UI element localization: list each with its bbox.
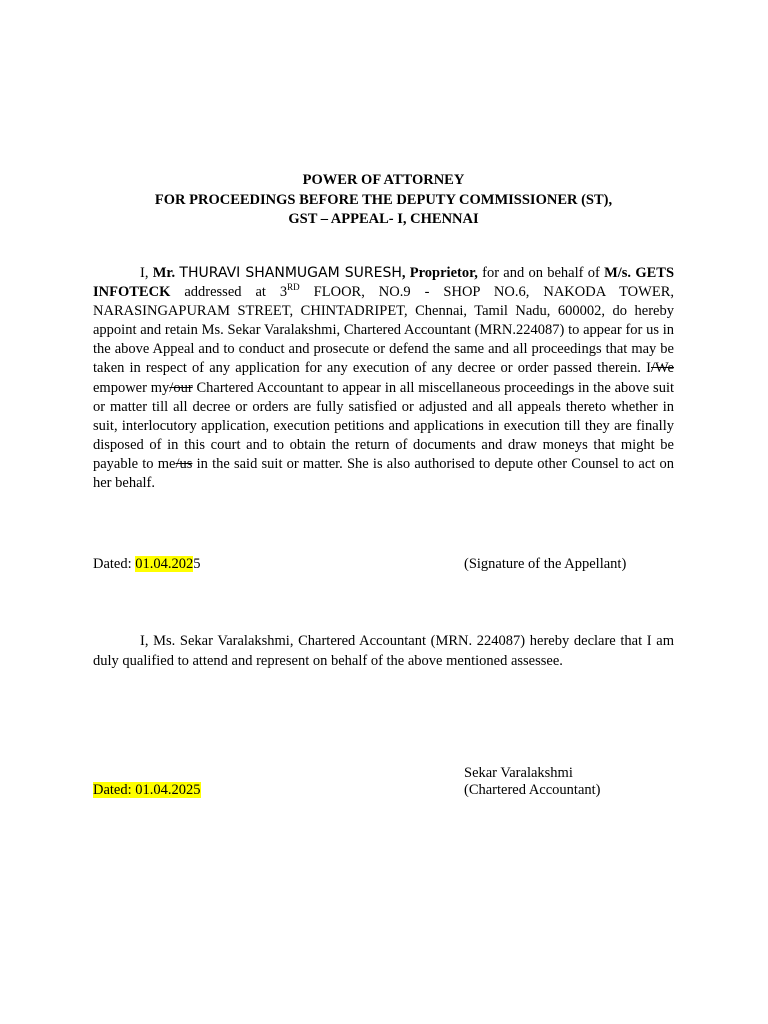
document-subtitle: FOR PROCEEDINGS BEFORE THE DEPUTY COMMISSIONER (ST), [154, 192, 613, 208]
dated-line-1 [93, 555, 201, 573]
address-part-1: addressed at 3 [184, 284, 288, 301]
signatory-designation: (Chartered Accountant) [464, 782, 601, 798]
firm-name: M/s. GETS INFOTECK [93, 265, 675, 301]
authorization-paragraph [93, 264, 674, 493]
dated-label: Dated: [93, 556, 132, 572]
text-middle: Chartered Accountant to appear in all miscellaneous proceedings in the above suit or matter till all decree or orders are fully satisfied or adjusted and all appeals thereto whether in suit, interlocutory application, execution petitions and applications in execution till they are finally disposed of in this court and to obtain the return of documents and draw moneys that might be payable to me [93, 379, 675, 472]
dated-date-highlighted: 01.04.202 [135, 556, 194, 572]
text-i: I, [140, 265, 149, 281]
appellant-role: , Proprietor, [401, 265, 478, 281]
address-part-2: FLOOR, NO.9 - SHOP NO.6, NAKODA TOWER, NARASINGAPURAM STREET, CHINTADRIPET, Chennai, Tamil Nadu, 600002, do hereby appoint and retain Ms. Sekar Varalakshmi, Chartered Accountant (MRN.224087) to appear for us in the above Appeal and to conduct and prosecute or defend the same and all proceedings that may be taken in respect of any application for any execution of any decree or order passed therein. I [93, 284, 674, 377]
struck-us: /us [175, 455, 193, 472]
struck-our: /our [169, 379, 193, 396]
appellant-signature-label: (Signature of the Appellant) [464, 556, 627, 572]
document-subtitle-2: GST – APPEAL- I, CHENNAI [288, 211, 479, 227]
dated-date-rest: 5 [193, 556, 201, 572]
document-title: POWER OF ATTORNEY [302, 172, 465, 188]
address-superscript: RD [287, 282, 300, 293]
text-mr: Mr. [152, 265, 176, 281]
signatory-name: Sekar Varalakshmi [464, 765, 573, 781]
declaration-paragraph [93, 631, 674, 671]
appellant-name: THURAVI SHANMUGAM SURESH [179, 265, 402, 281]
struck-we: /We [651, 360, 674, 377]
text-end: in the said suit or matter. She is also authorised to depute other Counsel to act on her behalf. [93, 455, 674, 492]
dated-line-2 [93, 781, 201, 799]
text-behalf: for and on behalf of [482, 265, 600, 281]
declaration-text: I, Ms. Sekar Varalakshmi, Chartered Accountant (MRN. 224087) hereby declare that I am duly qualified to attend and represent on behalf of the above mentioned assessee. [93, 633, 674, 669]
dated-2-text: Dated: 01.04.2025 [93, 782, 201, 798]
text-empower: empower my [93, 379, 170, 396]
